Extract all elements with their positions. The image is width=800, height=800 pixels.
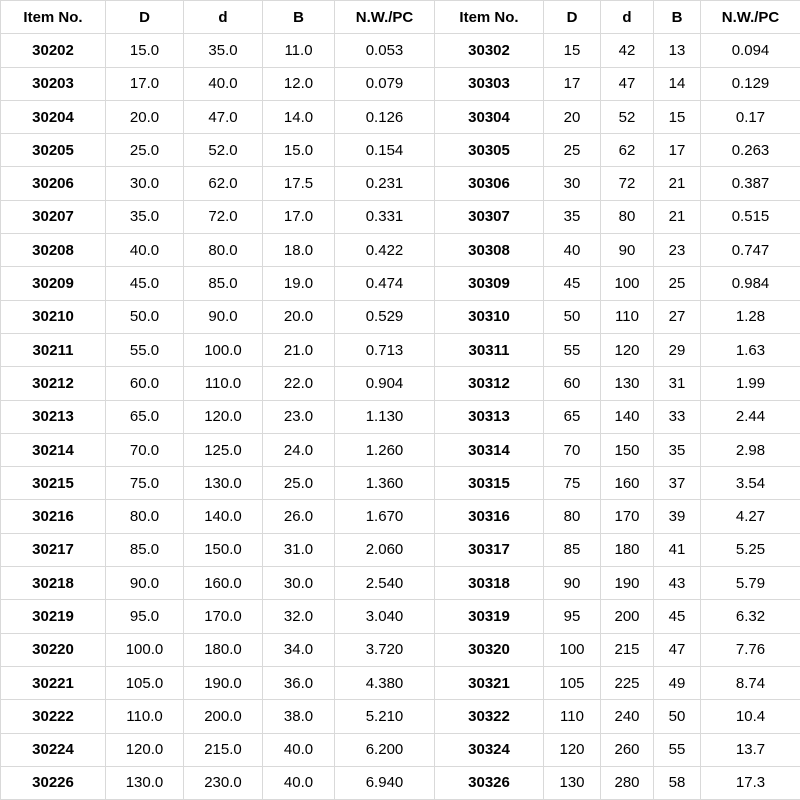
table-row [1, 766, 800, 799]
cell-item-no: 30208 [1, 234, 106, 267]
cell-width: 31.0 [263, 533, 335, 566]
cell-outer-diameter: 80.0 [106, 500, 184, 533]
table-row [1, 733, 800, 766]
cell-net-weight: 0.387 [701, 167, 800, 200]
cell-net-weight: 0.263 [701, 134, 800, 167]
column-header-bore-diameter-right: d [601, 1, 654, 34]
cell-net-weight: 3.54 [701, 467, 800, 500]
cell-bore-diameter: 260 [601, 733, 654, 766]
cell-item-no: 30226 [1, 766, 106, 799]
cell-width: 25.0 [263, 467, 335, 500]
cell-item-no: 30216 [1, 500, 106, 533]
cell-width: 32.0 [263, 600, 335, 633]
cell-net-weight: 0.126 [335, 100, 435, 133]
cell-bore-diameter: 160.0 [184, 567, 263, 600]
cell-item-no: 30326 [435, 766, 544, 799]
cell-outer-diameter: 65.0 [106, 400, 184, 433]
cell-item-no: 30220 [1, 633, 106, 666]
cell-bore-diameter: 200 [601, 600, 654, 633]
cell-bore-diameter: 170 [601, 500, 654, 533]
column-header-net-weight-left: N.W./PC [335, 1, 435, 34]
cell-outer-diameter: 15 [544, 34, 601, 67]
cell-net-weight: 0.984 [701, 267, 800, 300]
cell-width: 40.0 [263, 733, 335, 766]
cell-width: 39 [654, 500, 701, 533]
cell-item-no: 30210 [1, 300, 106, 333]
cell-item-no: 30313 [435, 400, 544, 433]
cell-item-no: 30316 [435, 500, 544, 533]
cell-net-weight: 0.747 [701, 234, 800, 267]
cell-outer-diameter: 25 [544, 134, 601, 167]
cell-outer-diameter: 20.0 [106, 100, 184, 133]
cell-net-weight: 5.25 [701, 533, 800, 566]
cell-outer-diameter: 75.0 [106, 467, 184, 500]
cell-bore-diameter: 100 [601, 267, 654, 300]
cell-item-no: 30204 [1, 100, 106, 133]
cell-width: 14 [654, 67, 701, 100]
cell-outer-diameter: 105.0 [106, 666, 184, 699]
cell-bore-diameter: 62 [601, 134, 654, 167]
cell-net-weight: 0.904 [335, 367, 435, 400]
cell-outer-diameter: 15.0 [106, 34, 184, 67]
table-row [1, 700, 800, 733]
cell-outer-diameter: 50 [544, 300, 601, 333]
cell-outer-diameter: 55.0 [106, 333, 184, 366]
cell-net-weight: 0.422 [335, 234, 435, 267]
cell-outer-diameter: 40 [544, 234, 601, 267]
cell-net-weight: 2.44 [701, 400, 800, 433]
cell-item-no: 30324 [435, 733, 544, 766]
table-row [1, 267, 800, 300]
cell-net-weight: 0.154 [335, 134, 435, 167]
cell-width: 36.0 [263, 666, 335, 699]
cell-bore-diameter: 180 [601, 533, 654, 566]
cell-net-weight: 8.74 [701, 666, 800, 699]
cell-width: 14.0 [263, 100, 335, 133]
cell-net-weight: 0.474 [335, 267, 435, 300]
cell-net-weight: 6.32 [701, 600, 800, 633]
cell-bore-diameter: 215 [601, 633, 654, 666]
cell-bore-diameter: 110.0 [184, 367, 263, 400]
table-row [1, 500, 800, 533]
cell-net-weight: 3.040 [335, 600, 435, 633]
column-header-outer-diameter-right: D [544, 1, 601, 34]
cell-width: 23 [654, 234, 701, 267]
cell-outer-diameter: 95 [544, 600, 601, 633]
cell-item-no: 30312 [435, 367, 544, 400]
table-row [1, 433, 800, 466]
cell-item-no: 30203 [1, 67, 106, 100]
table-row [1, 666, 800, 699]
cell-outer-diameter: 110.0 [106, 700, 184, 733]
cell-width: 15 [654, 100, 701, 133]
cell-item-no: 30206 [1, 167, 106, 200]
cell-net-weight: 1.260 [335, 433, 435, 466]
cell-width: 11.0 [263, 34, 335, 67]
cell-net-weight: 4.380 [335, 666, 435, 699]
column-header-item-no-right: Item No. [435, 1, 544, 34]
cell-outer-diameter: 30.0 [106, 167, 184, 200]
cell-bore-diameter: 160 [601, 467, 654, 500]
cell-bore-diameter: 140.0 [184, 500, 263, 533]
cell-width: 58 [654, 766, 701, 799]
cell-item-no: 30321 [435, 666, 544, 699]
cell-width: 13 [654, 34, 701, 67]
cell-item-no: 30322 [435, 700, 544, 733]
cell-item-no: 30306 [435, 167, 544, 200]
table-row [1, 600, 800, 633]
cell-bore-diameter: 200.0 [184, 700, 263, 733]
cell-width: 25 [654, 267, 701, 300]
cell-outer-diameter: 75 [544, 467, 601, 500]
cell-item-no: 30214 [1, 433, 106, 466]
cell-net-weight: 0.17 [701, 100, 800, 133]
cell-net-weight: 17.3 [701, 766, 800, 799]
table-row [1, 34, 800, 67]
cell-item-no: 30219 [1, 600, 106, 633]
cell-outer-diameter: 70.0 [106, 433, 184, 466]
column-header-width-left: B [263, 1, 335, 34]
cell-width: 38.0 [263, 700, 335, 733]
cell-item-no: 30205 [1, 134, 106, 167]
cell-width: 33 [654, 400, 701, 433]
cell-net-weight: 4.27 [701, 500, 800, 533]
cell-bore-diameter: 80.0 [184, 234, 263, 267]
cell-item-no: 30310 [435, 300, 544, 333]
cell-width: 17.5 [263, 167, 335, 200]
cell-width: 17 [654, 134, 701, 167]
cell-item-no: 30213 [1, 400, 106, 433]
cell-width: 35 [654, 433, 701, 466]
cell-outer-diameter: 130.0 [106, 766, 184, 799]
cell-bore-diameter: 225 [601, 666, 654, 699]
cell-item-no: 30215 [1, 467, 106, 500]
cell-bore-diameter: 90 [601, 234, 654, 267]
cell-item-no: 30317 [435, 533, 544, 566]
cell-outer-diameter: 25.0 [106, 134, 184, 167]
cell-outer-diameter: 50.0 [106, 300, 184, 333]
cell-width: 17.0 [263, 200, 335, 233]
table-row [1, 100, 800, 133]
cell-width: 27 [654, 300, 701, 333]
cell-outer-diameter: 45 [544, 267, 601, 300]
cell-net-weight: 5.79 [701, 567, 800, 600]
cell-outer-diameter: 110 [544, 700, 601, 733]
cell-bore-diameter: 72 [601, 167, 654, 200]
cell-outer-diameter: 95.0 [106, 600, 184, 633]
cell-item-no: 30307 [435, 200, 544, 233]
table-body [1, 34, 800, 800]
table-row [1, 633, 800, 666]
cell-width: 21.0 [263, 333, 335, 366]
cell-bore-diameter: 170.0 [184, 600, 263, 633]
cell-net-weight: 6.200 [335, 733, 435, 766]
column-header-bore-diameter-left: d [184, 1, 263, 34]
cell-width: 15.0 [263, 134, 335, 167]
cell-outer-diameter: 60 [544, 367, 601, 400]
cell-item-no: 30207 [1, 200, 106, 233]
cell-width: 20.0 [263, 300, 335, 333]
cell-item-no: 30224 [1, 733, 106, 766]
cell-outer-diameter: 120.0 [106, 733, 184, 766]
table-row [1, 167, 800, 200]
cell-bore-diameter: 120 [601, 333, 654, 366]
cell-outer-diameter: 65 [544, 400, 601, 433]
cell-bore-diameter: 80 [601, 200, 654, 233]
cell-outer-diameter: 30 [544, 167, 601, 200]
cell-outer-diameter: 90.0 [106, 567, 184, 600]
cell-item-no: 30314 [435, 433, 544, 466]
table-row [1, 200, 800, 233]
cell-item-no: 30303 [435, 67, 544, 100]
cell-width: 31 [654, 367, 701, 400]
cell-bore-diameter: 280 [601, 766, 654, 799]
cell-net-weight: 2.540 [335, 567, 435, 600]
column-header-net-weight-right: N.W./PC [701, 1, 800, 34]
cell-net-weight: 0.094 [701, 34, 800, 67]
header-row [1, 1, 800, 34]
cell-outer-diameter: 90 [544, 567, 601, 600]
cell-width: 37 [654, 467, 701, 500]
cell-bore-diameter: 125.0 [184, 433, 263, 466]
cell-net-weight: 13.7 [701, 733, 800, 766]
cell-item-no: 30315 [435, 467, 544, 500]
cell-bore-diameter: 42 [601, 34, 654, 67]
cell-bore-diameter: 240 [601, 700, 654, 733]
cell-bore-diameter: 47 [601, 67, 654, 100]
cell-outer-diameter: 80 [544, 500, 601, 533]
table-row [1, 300, 800, 333]
cell-bore-diameter: 52.0 [184, 134, 263, 167]
cell-bore-diameter: 35.0 [184, 34, 263, 67]
cell-width: 21 [654, 167, 701, 200]
cell-item-no: 30202 [1, 34, 106, 67]
cell-net-weight: 0.331 [335, 200, 435, 233]
table-row [1, 400, 800, 433]
cell-net-weight: 0.129 [701, 67, 800, 100]
column-header-outer-diameter-left: D [106, 1, 184, 34]
cell-net-weight: 1.28 [701, 300, 800, 333]
cell-width: 40.0 [263, 766, 335, 799]
cell-net-weight: 1.360 [335, 467, 435, 500]
cell-width: 45 [654, 600, 701, 633]
cell-width: 18.0 [263, 234, 335, 267]
cell-width: 12.0 [263, 67, 335, 100]
cell-item-no: 30302 [435, 34, 544, 67]
cell-width: 41 [654, 533, 701, 566]
cell-outer-diameter: 55 [544, 333, 601, 366]
cell-net-weight: 1.670 [335, 500, 435, 533]
cell-bore-diameter: 180.0 [184, 633, 263, 666]
table-row [1, 367, 800, 400]
cell-width: 21 [654, 200, 701, 233]
cell-outer-diameter: 35 [544, 200, 601, 233]
cell-net-weight: 10.4 [701, 700, 800, 733]
cell-width: 49 [654, 666, 701, 699]
cell-item-no: 30211 [1, 333, 106, 366]
cell-net-weight: 3.720 [335, 633, 435, 666]
cell-outer-diameter: 17.0 [106, 67, 184, 100]
cell-width: 47 [654, 633, 701, 666]
cell-item-no: 30308 [435, 234, 544, 267]
cell-width: 43 [654, 567, 701, 600]
table-row [1, 533, 800, 566]
cell-outer-diameter: 70 [544, 433, 601, 466]
cell-bore-diameter: 190.0 [184, 666, 263, 699]
cell-net-weight: 2.060 [335, 533, 435, 566]
cell-outer-diameter: 35.0 [106, 200, 184, 233]
table-row [1, 567, 800, 600]
table-header [1, 1, 800, 34]
cell-bore-diameter: 130.0 [184, 467, 263, 500]
cell-width: 50 [654, 700, 701, 733]
cell-item-no: 30305 [435, 134, 544, 167]
cell-net-weight: 5.210 [335, 700, 435, 733]
cell-outer-diameter: 100.0 [106, 633, 184, 666]
cell-net-weight: 0.529 [335, 300, 435, 333]
cell-bore-diameter: 150.0 [184, 533, 263, 566]
cell-outer-diameter: 20 [544, 100, 601, 133]
cell-item-no: 30318 [435, 567, 544, 600]
cell-width: 29 [654, 333, 701, 366]
cell-item-no: 30218 [1, 567, 106, 600]
cell-bore-diameter: 52 [601, 100, 654, 133]
cell-net-weight: 0.053 [335, 34, 435, 67]
cell-item-no: 30209 [1, 267, 106, 300]
cell-width: 23.0 [263, 400, 335, 433]
cell-item-no: 30309 [435, 267, 544, 300]
cell-width: 30.0 [263, 567, 335, 600]
cell-outer-diameter: 130 [544, 766, 601, 799]
table-row [1, 234, 800, 267]
cell-item-no: 30212 [1, 367, 106, 400]
table-row [1, 333, 800, 366]
cell-net-weight: 2.98 [701, 433, 800, 466]
column-header-width-right: B [654, 1, 701, 34]
cell-outer-diameter: 60.0 [106, 367, 184, 400]
cell-width: 19.0 [263, 267, 335, 300]
cell-item-no: 30304 [435, 100, 544, 133]
cell-bore-diameter: 130 [601, 367, 654, 400]
cell-item-no: 30319 [435, 600, 544, 633]
cell-bore-diameter: 40.0 [184, 67, 263, 100]
cell-item-no: 30311 [435, 333, 544, 366]
cell-net-weight: 1.99 [701, 367, 800, 400]
column-header-item-no-left: Item No. [1, 1, 106, 34]
cell-net-weight: 0.231 [335, 167, 435, 200]
cell-bore-diameter: 62.0 [184, 167, 263, 200]
cell-outer-diameter: 40.0 [106, 234, 184, 267]
cell-net-weight: 0.713 [335, 333, 435, 366]
cell-item-no: 30320 [435, 633, 544, 666]
cell-outer-diameter: 45.0 [106, 267, 184, 300]
cell-outer-diameter: 17 [544, 67, 601, 100]
cell-bore-diameter: 100.0 [184, 333, 263, 366]
cell-bore-diameter: 72.0 [184, 200, 263, 233]
cell-width: 24.0 [263, 433, 335, 466]
cell-outer-diameter: 105 [544, 666, 601, 699]
table-row [1, 134, 800, 167]
cell-width: 34.0 [263, 633, 335, 666]
cell-net-weight: 0.515 [701, 200, 800, 233]
table-row [1, 467, 800, 500]
cell-width: 26.0 [263, 500, 335, 533]
cell-item-no: 30221 [1, 666, 106, 699]
cell-bore-diameter: 190 [601, 567, 654, 600]
cell-bore-diameter: 230.0 [184, 766, 263, 799]
cell-bore-diameter: 85.0 [184, 267, 263, 300]
cell-outer-diameter: 85.0 [106, 533, 184, 566]
cell-net-weight: 1.130 [335, 400, 435, 433]
cell-bore-diameter: 110 [601, 300, 654, 333]
cell-bore-diameter: 120.0 [184, 400, 263, 433]
cell-outer-diameter: 100 [544, 633, 601, 666]
cell-net-weight: 0.079 [335, 67, 435, 100]
cell-bore-diameter: 90.0 [184, 300, 263, 333]
cell-item-no: 30217 [1, 533, 106, 566]
table-row [1, 67, 800, 100]
cell-bore-diameter: 215.0 [184, 733, 263, 766]
cell-net-weight: 6.940 [335, 766, 435, 799]
cell-net-weight: 1.63 [701, 333, 800, 366]
cell-outer-diameter: 120 [544, 733, 601, 766]
cell-item-no: 30222 [1, 700, 106, 733]
cell-width: 22.0 [263, 367, 335, 400]
cell-net-weight: 7.76 [701, 633, 800, 666]
cell-bore-diameter: 47.0 [184, 100, 263, 133]
cell-width: 55 [654, 733, 701, 766]
cell-bore-diameter: 140 [601, 400, 654, 433]
cell-outer-diameter: 85 [544, 533, 601, 566]
cell-bore-diameter: 150 [601, 433, 654, 466]
